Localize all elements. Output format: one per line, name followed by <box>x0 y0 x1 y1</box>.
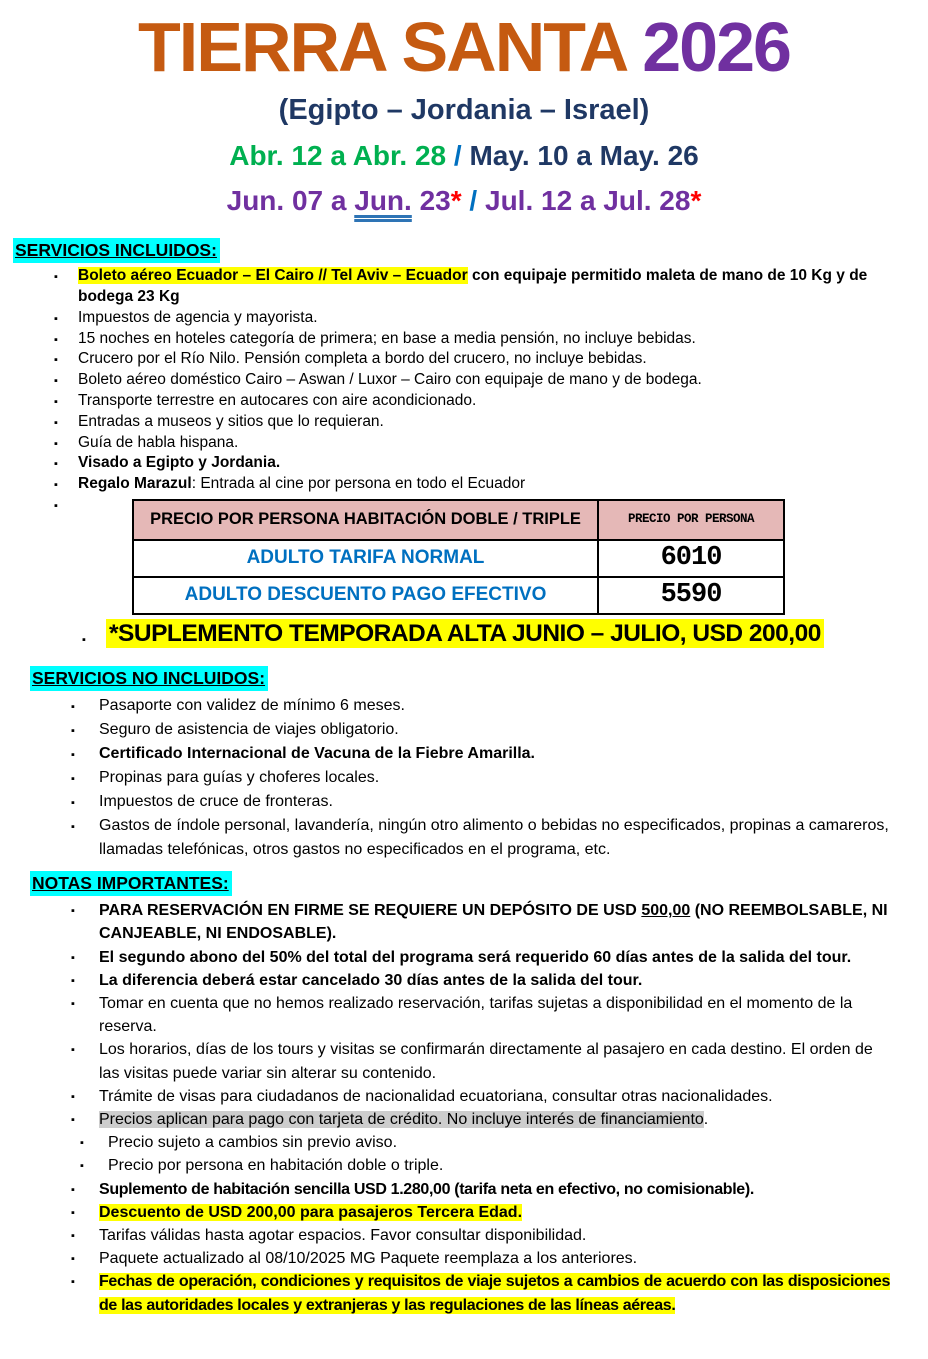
list-item: ▪ Impuestos de cruce de fronteras. <box>99 790 890 814</box>
included-services-list <box>0 266 928 495</box>
gray-highlighted-note: Precios aplican para pago con tarjeta de crédito. No incluye interés de financiamiento <box>99 1110 704 1128</box>
list-item: ▪ Crucero por el Río Nilo. Pensión completa a bordo del crucero, no incluye bebidas. <box>78 349 890 370</box>
section-included-services <box>0 238 928 495</box>
dates-may: May. 10 a May. 26 <box>469 140 699 171</box>
price-row-label: ADULTO DESCUENTO PAGO EFECTIVO <box>133 577 598 614</box>
table-row <box>133 577 784 614</box>
list-item: ▪ Los horarios, días de los tours y visitas se confirmarán directamente al pasajero en cada destino. El orden de las visitas puede variar sin alterar su contenido. <box>99 1038 890 1084</box>
dates-june-part1: Jun. 07 a <box>226 185 355 216</box>
important-notes-list <box>0 899 928 1317</box>
price-table-header-row <box>133 500 784 540</box>
operation-dates-note: Fechas de operación, condiciones y requisitos de viaje sujetos a cambios de acuerdo con las disposiciones de las autoridades locales y extranjeras y las regulaciones de las líneas aéreas. <box>99 1273 890 1314</box>
list-item: ▪ Guía de habla hispana. <box>78 433 890 454</box>
page-title <box>0 4 928 90</box>
supplement-text: *SUPLEMENTO TEMPORADA ALTA JUNIO – JULIO, USD 200,00 <box>106 619 824 648</box>
list-item: ▪ Trámite de visas para ciudadanos de nacionalidad ecuatoriana, consultar otras nacionalidades. <box>99 1085 890 1108</box>
list-item: ▪ Entradas a museos y sitios que lo requieran. <box>78 412 890 433</box>
list-item: ▪ Precio sujeto a cambios sin previo aviso. <box>108 1131 890 1154</box>
list-item: ▪ Tomar en cuenta que no hemos realizado reservación, tarifas sujetas a disponibilidad en el momento de la reserva. <box>99 992 890 1038</box>
price-row-value: 5590 <box>598 577 784 614</box>
price-table-header-room: PRECIO POR PERSONA HABITACIÓN DOBLE / TRIPLE <box>133 500 598 540</box>
list-item: ▪ Propinas para guías y choferes locales. <box>99 766 890 790</box>
senior-discount-note: Descuento de USD 200,00 para pasajeros Tercera Edad. <box>99 1203 523 1221</box>
deposit-amount: 500,00 <box>641 902 691 920</box>
high-season-supplement <box>106 619 890 651</box>
list-item: ▪ Transporte terrestre en autocares con aire acondicionado. <box>78 391 890 412</box>
list-item <box>99 1201 890 1224</box>
list-item: ▪ Visado a Egipto y Jordania. <box>78 453 890 474</box>
dates-asterisk-1: * <box>450 185 462 216</box>
dates-separator-1: / <box>446 140 470 171</box>
list-item: ▪ Gastos de índole personal, lavandería, ningún otro alimento o bebidas no especificados, propinas a camareros, llamadas telefónicas, otros gastos no especificados en el programa, etc. <box>99 814 890 862</box>
price-row-label: ADULTO TARIFA NORMAL <box>133 540 598 577</box>
section-heading-notes: NOTAS IMPORTANTES: <box>30 871 232 896</box>
dates-asterisk-2: * <box>690 185 702 216</box>
price-row-value: 6010 <box>598 540 784 577</box>
dates-june-part2: 23 <box>411 185 451 216</box>
dates-line-1 <box>0 140 928 172</box>
list-item: ▪ Pasaporte con validez de mínimo 6 meses. <box>99 694 890 718</box>
list-item: ▪ Seguro de asistencia de viajes obligatorio. <box>99 718 890 742</box>
title-year: 2026 <box>642 8 790 86</box>
dates-separator-2: / <box>461 185 485 216</box>
list-item: ▪ Certificado Internacional de Vacuna de la Fiebre Amarilla. <box>99 742 890 766</box>
section-heading-included: SERVICIOS INCLUIDOS: <box>13 238 220 263</box>
list-item: ▪ Boleto aéreo Ecuador – El Cairo // Tel Aviv – Ecuador con equipaje permitido maleta de mano de 10 Kg y de bodega 23 Kg <box>78 266 890 308</box>
list-item: ▪ Suplemento de habitación sencilla USD 1.280,00 (tarifa neta en efectivo, no comisionable). <box>99 1178 890 1201</box>
list-item: ▪ Impuestos de agencia y mayorista. <box>78 308 890 329</box>
dates-june-underlined: Jun. <box>354 185 412 216</box>
highlighted-flight-route: Boleto aéreo Ecuador – El Cairo // Tel Aviv – Ecuador <box>78 267 468 285</box>
list-item: ▪ El segundo abono del 50% del total del programa será requerido 60 días antes de la salida del tour. <box>99 946 890 969</box>
subtitle-countries: (Egipto – Jordania – Israel) <box>278 94 650 126</box>
list-item <box>99 1270 890 1316</box>
list-item: ▪ Precio por persona en habitación doble o triple. <box>108 1154 890 1177</box>
not-included-services-list <box>0 694 928 862</box>
list-item: ▪ Paquete actualizado al 08/10/2025 MG Paquete reemplaza a los anteriores. <box>99 1247 890 1270</box>
price-table <box>132 499 785 615</box>
list-item: ▪ 15 noches en hoteles categoría de primera; en base a media pensión, no incluye bebidas. <box>78 329 890 350</box>
list-item: ▪ Tarifas válidas hasta agotar espacios. Favor consultar disponibilidad. <box>99 1224 890 1247</box>
list-item: ▪ Regalo Marazul: Entrada al cine por persona en todo el Ecuador <box>78 474 890 495</box>
section-important-notes <box>0 871 928 1317</box>
list-item: ▪ Precios aplican para pago con tarjeta de crédito. No incluye interés de financiamiento. <box>99 1108 890 1131</box>
dates-april: Abr. 12 a Abr. 28 <box>229 140 447 171</box>
price-table-header-price: PRECIO POR PERSONA <box>598 500 784 540</box>
list-item: ▪ PARA RESERVACIÓN EN FIRME SE REQUIERE UN DEPÓSITO DE USD 500,00 (NO REEMBOLSABLE, NI CANJEABLE, NI ENDOSABLE). <box>99 899 890 945</box>
dates-line-2 <box>0 185 928 217</box>
section-heading-not-included: SERVICIOS NO INCLUIDOS: <box>30 666 268 691</box>
table-row <box>133 540 784 577</box>
document-header <box>0 0 928 217</box>
list-item: ▪ Boleto aéreo doméstico Cairo – Aswan / Luxor – Cairo con equipaje de mano y de bodega. <box>78 370 890 391</box>
title-main: TIERRA SANTA <box>138 8 643 86</box>
dates-july: Jul. 12 a Jul. 28 <box>485 185 691 216</box>
list-item: ▪ La diferencia deberá estar cancelado 30 días antes de la salida del tour. <box>99 969 890 992</box>
section-not-included-services <box>0 666 928 862</box>
